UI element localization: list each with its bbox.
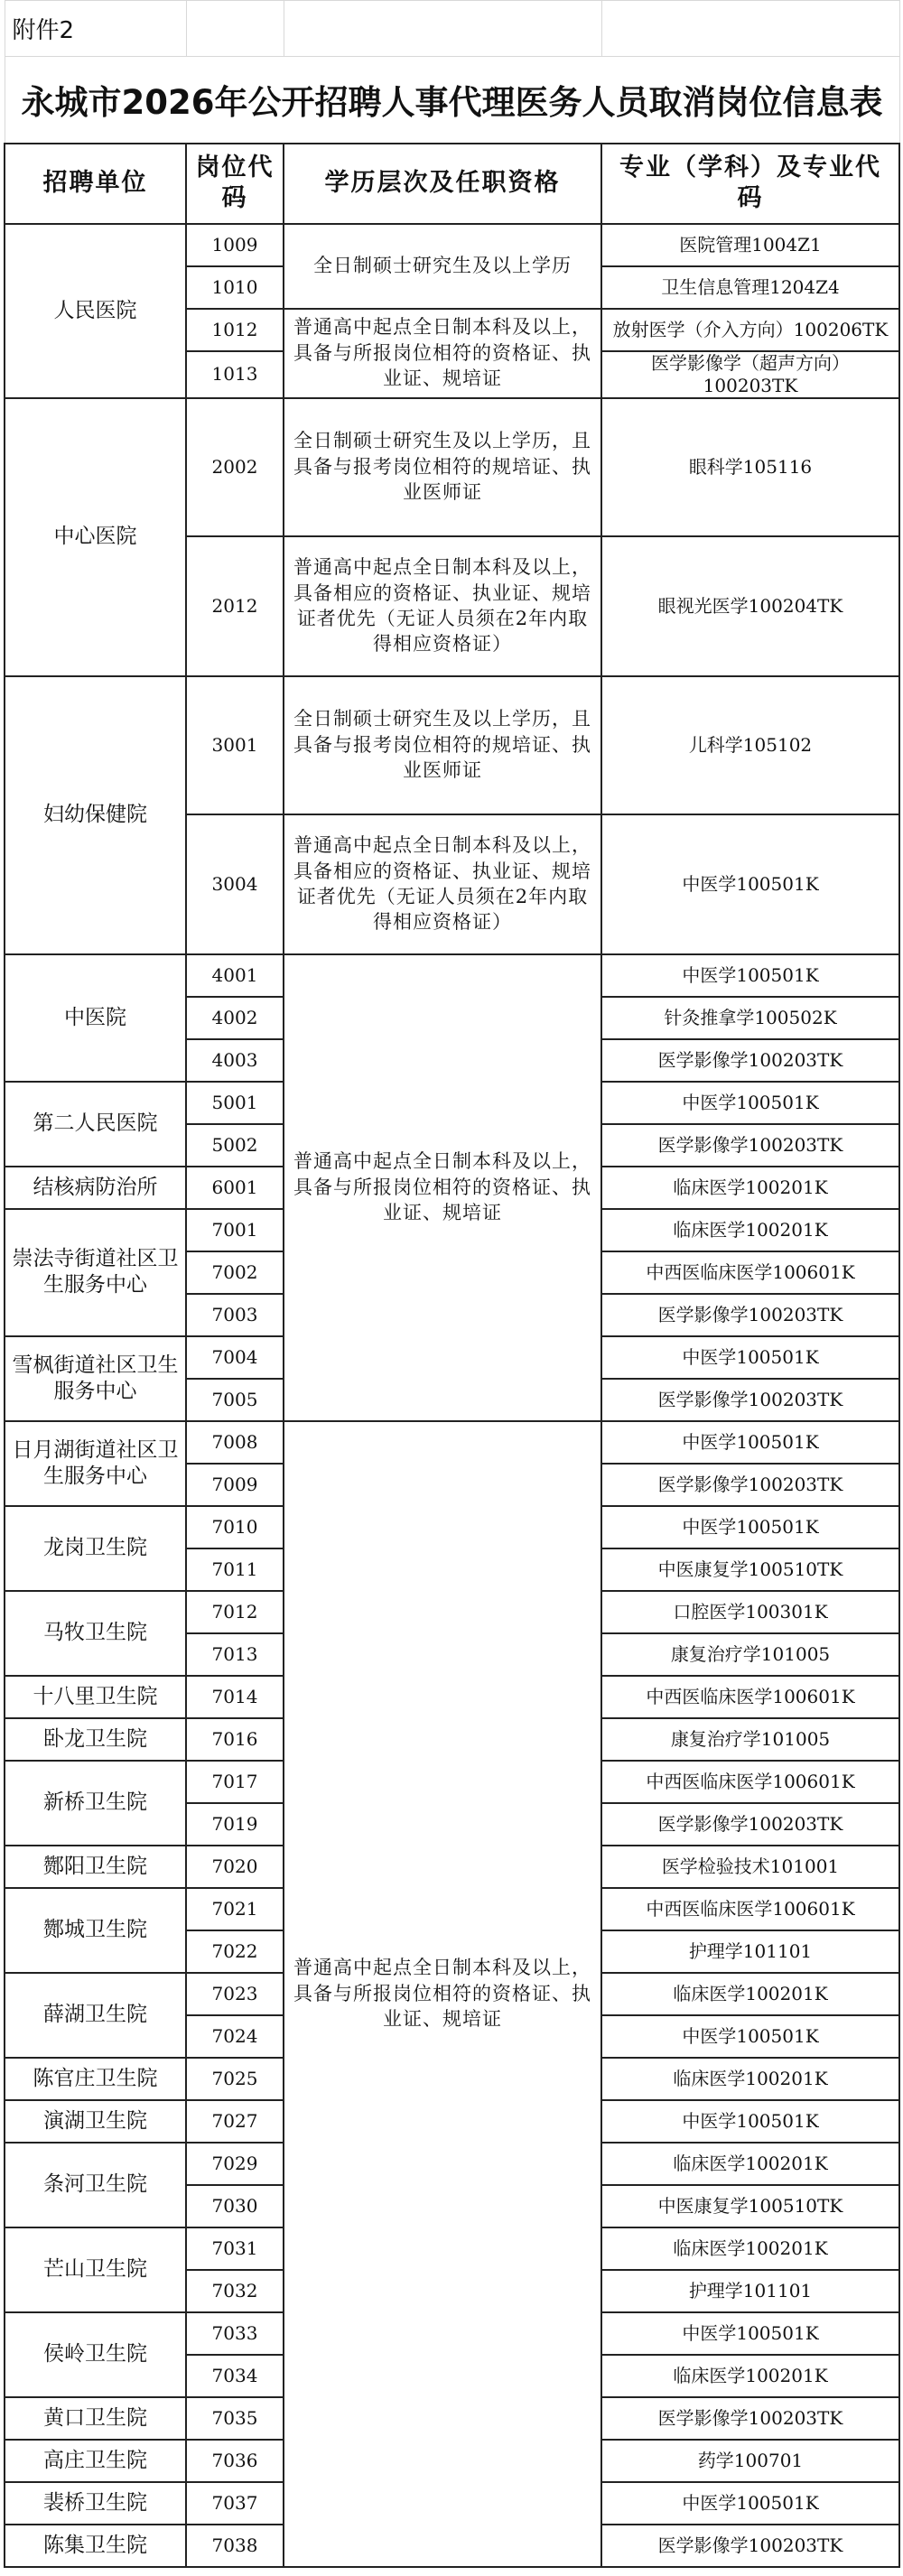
major-cell: 医学影像学100203TK bbox=[601, 1294, 899, 1336]
recruiting-unit-cell: 新桥卫生院 bbox=[5, 1761, 186, 1846]
recruiting-unit-cell: 第二人民医院 bbox=[5, 1082, 186, 1167]
major-cell: 医学影像学（超声方向）100203TK bbox=[601, 351, 899, 398]
position-code-cell: 7008 bbox=[186, 1421, 284, 1464]
position-code-cell: 7035 bbox=[186, 2397, 284, 2440]
position-code-cell: 5001 bbox=[186, 1082, 284, 1124]
table-row bbox=[5, 954, 899, 997]
major-cell: 护理学101101 bbox=[601, 2270, 899, 2312]
recruiting-unit-cell: 雪枫街道社区卫生服务中心 bbox=[5, 1336, 186, 1421]
recruiting-unit-cell: 结核病防治所 bbox=[5, 1167, 186, 1209]
table-row bbox=[5, 1421, 899, 1464]
major-cell: 中医学100501K bbox=[601, 2100, 899, 2143]
major-cell: 临床医学100201K bbox=[601, 2355, 899, 2397]
position-code-cell: 7017 bbox=[186, 1761, 284, 1803]
recruiting-unit-cell: 中心医院 bbox=[5, 398, 186, 676]
requirements-cell: 普通高中起点全日制本科及以上，具备相应的资格证、执业证、规培证者优先（无证人员须在2年内取得相应资格证） bbox=[284, 536, 601, 676]
position-code-cell: 7004 bbox=[186, 1336, 284, 1379]
recruiting-unit-cell: 日月湖街道社区卫生服务中心 bbox=[5, 1421, 186, 1506]
header-code: 岗位代码 bbox=[186, 144, 284, 224]
position-code-cell: 4003 bbox=[186, 1039, 284, 1082]
position-code-cell: 7020 bbox=[186, 1846, 284, 1888]
position-code-cell: 1012 bbox=[186, 309, 284, 351]
major-cell: 临床医学100201K bbox=[601, 1973, 899, 2015]
position-code-cell: 7011 bbox=[186, 1548, 284, 1591]
major-cell: 医学影像学100203TK bbox=[601, 1464, 899, 1506]
major-cell: 中西医临床医学100601K bbox=[601, 1251, 899, 1294]
major-cell: 中西医临床医学100601K bbox=[601, 1888, 899, 1930]
recruiting-unit-cell: 条河卫生院 bbox=[5, 2143, 186, 2227]
major-cell: 中医学100501K bbox=[601, 2015, 899, 2058]
position-code-cell: 2002 bbox=[186, 398, 284, 536]
major-cell: 中医学100501K bbox=[601, 2312, 899, 2355]
major-cell: 医学影像学100203TK bbox=[601, 1039, 899, 1082]
recruiting-unit-cell: 陈官庄卫生院 bbox=[5, 2058, 186, 2100]
requirements-cell: 普通高中起点全日制本科及以上，具备与所报岗位相符的资格证、执业证、规培证 bbox=[284, 1421, 601, 2567]
recruiting-unit-cell: 酂城卫生院 bbox=[5, 1888, 186, 1973]
position-code-cell: 7037 bbox=[186, 2482, 284, 2525]
position-code-cell: 6001 bbox=[186, 1167, 284, 1209]
recruiting-unit-cell: 妇幼保健院 bbox=[5, 676, 186, 954]
position-code-cell: 7032 bbox=[186, 2270, 284, 2312]
header-requirements: 学历层次及任职资格 bbox=[284, 144, 601, 224]
recruiting-unit-cell: 酂阳卫生院 bbox=[5, 1846, 186, 1888]
header-major: 专业（学科）及专业代码 bbox=[601, 144, 899, 224]
table-row bbox=[5, 398, 899, 536]
position-code-cell: 7010 bbox=[186, 1506, 284, 1548]
major-cell: 放射医学（介入方向）100206TK bbox=[601, 309, 899, 351]
position-code-cell: 7025 bbox=[186, 2058, 284, 2100]
annex-label: 附件2 bbox=[5, 1, 186, 57]
recruiting-unit-cell: 演湖卫生院 bbox=[5, 2100, 186, 2143]
major-cell: 临床医学100201K bbox=[601, 2058, 899, 2100]
major-cell: 医学影像学100203TK bbox=[601, 2397, 899, 2440]
recruiting-unit-cell: 人民医院 bbox=[5, 224, 186, 398]
annex-empty-cell bbox=[186, 1, 284, 57]
recruiting-unit-cell: 薛湖卫生院 bbox=[5, 1973, 186, 2058]
recruiting-unit-cell: 侯岭卫生院 bbox=[5, 2312, 186, 2397]
major-cell: 医学影像学100203TK bbox=[601, 1379, 899, 1421]
major-cell: 中医康复学100510TK bbox=[601, 2185, 899, 2227]
major-cell: 口腔医学100301K bbox=[601, 1591, 899, 1633]
position-code-cell: 7014 bbox=[186, 1676, 284, 1718]
requirements-cell: 全日制硕士研究生及以上学历，且具备与报考岗位相符的规培证、执业医师证 bbox=[284, 398, 601, 536]
major-cell: 眼视光医学100204TK bbox=[601, 536, 899, 676]
position-code-cell: 7030 bbox=[186, 2185, 284, 2227]
position-code-cell: 7038 bbox=[186, 2525, 284, 2567]
major-cell: 针灸推拿学100502K bbox=[601, 997, 899, 1039]
major-cell: 中医学100501K bbox=[601, 1336, 899, 1379]
major-cell: 临床医学100201K bbox=[601, 1209, 899, 1251]
position-code-cell: 7029 bbox=[186, 2143, 284, 2185]
requirements-cell: 全日制硕士研究生及以上学历，且具备与报考岗位相符的规培证、执业医师证 bbox=[284, 676, 601, 814]
position-code-cell: 1013 bbox=[186, 351, 284, 398]
recruiting-unit-cell: 卧龙卫生院 bbox=[5, 1718, 186, 1761]
position-code-cell: 7019 bbox=[186, 1803, 284, 1846]
position-code-cell: 5002 bbox=[186, 1124, 284, 1167]
annex-empty-cell bbox=[284, 1, 601, 57]
major-cell: 儿科学105102 bbox=[601, 676, 899, 814]
position-code-cell: 7023 bbox=[186, 1973, 284, 2015]
major-cell: 医院管理1004Z1 bbox=[601, 224, 899, 266]
major-cell: 临床医学100201K bbox=[601, 1167, 899, 1209]
requirements-cell: 普通高中起点全日制本科及以上，具备相应的资格证、执业证、规培证者优先（无证人员须在2年内取得相应资格证） bbox=[284, 814, 601, 954]
major-cell: 中医学100501K bbox=[601, 814, 899, 954]
position-code-cell: 7003 bbox=[186, 1294, 284, 1336]
position-code-cell: 2012 bbox=[186, 536, 284, 676]
major-cell: 眼科学105116 bbox=[601, 398, 899, 536]
major-cell: 中医学100501K bbox=[601, 1421, 899, 1464]
major-cell: 医学影像学100203TK bbox=[601, 2525, 899, 2567]
requirements-cell: 全日制硕士研究生及以上学历 bbox=[284, 224, 601, 309]
position-code-cell: 4001 bbox=[186, 954, 284, 997]
position-code-cell: 7012 bbox=[186, 1591, 284, 1633]
table-row bbox=[5, 224, 899, 266]
position-code-cell: 3004 bbox=[186, 814, 284, 954]
recruiting-unit-cell: 芒山卫生院 bbox=[5, 2227, 186, 2312]
table-row bbox=[5, 676, 899, 814]
positions-table bbox=[4, 0, 900, 2568]
recruiting-unit-cell: 中医院 bbox=[5, 954, 186, 1082]
table-body bbox=[5, 1, 899, 2567]
position-code-cell: 7009 bbox=[186, 1464, 284, 1506]
position-code-cell: 7036 bbox=[186, 2440, 284, 2482]
position-code-cell: 7034 bbox=[186, 2355, 284, 2397]
position-code-cell: 7016 bbox=[186, 1718, 284, 1761]
recruiting-unit-cell: 十八里卫生院 bbox=[5, 1676, 186, 1718]
major-cell: 中西医临床医学100601K bbox=[601, 1761, 899, 1803]
position-code-cell: 7001 bbox=[186, 1209, 284, 1251]
major-cell: 中西医临床医学100601K bbox=[601, 1676, 899, 1718]
major-cell: 中医学100501K bbox=[601, 1506, 899, 1548]
recruiting-unit-cell: 马牧卫生院 bbox=[5, 1591, 186, 1676]
requirements-cell: 普通高中起点全日制本科及以上，具备与所报岗位相符的资格证、执业证、规培证 bbox=[284, 954, 601, 1421]
major-cell: 临床医学100201K bbox=[601, 2227, 899, 2270]
position-code-cell: 7013 bbox=[186, 1633, 284, 1676]
major-cell: 护理学101101 bbox=[601, 1930, 899, 1973]
position-code-cell: 4002 bbox=[186, 997, 284, 1039]
recruiting-unit-cell: 崇法寺街道社区卫生服务中心 bbox=[5, 1209, 186, 1336]
annex-row bbox=[5, 1, 899, 57]
header-unit: 招聘单位 bbox=[5, 144, 186, 224]
position-code-cell: 7002 bbox=[186, 1251, 284, 1294]
recruiting-unit-cell: 裴桥卫生院 bbox=[5, 2482, 186, 2525]
major-cell: 医学影像学100203TK bbox=[601, 1124, 899, 1167]
title-row bbox=[5, 57, 899, 144]
recruiting-unit-cell: 龙岗卫生院 bbox=[5, 1506, 186, 1591]
major-cell: 康复治疗学101005 bbox=[601, 1718, 899, 1761]
position-code-cell: 3001 bbox=[186, 676, 284, 814]
major-cell: 中医学100501K bbox=[601, 2482, 899, 2525]
major-cell: 中医学100501K bbox=[601, 954, 899, 997]
major-cell: 康复治疗学101005 bbox=[601, 1633, 899, 1676]
major-cell: 临床医学100201K bbox=[601, 2143, 899, 2185]
position-code-cell: 1010 bbox=[186, 266, 284, 309]
position-code-cell: 7021 bbox=[186, 1888, 284, 1930]
recruiting-unit-cell: 黄口卫生院 bbox=[5, 2397, 186, 2440]
position-code-cell: 7005 bbox=[186, 1379, 284, 1421]
annex-empty-cell bbox=[601, 1, 899, 57]
major-cell: 医学影像学100203TK bbox=[601, 1803, 899, 1846]
recruiting-unit-cell: 高庄卫生院 bbox=[5, 2440, 186, 2482]
position-code-cell: 7033 bbox=[186, 2312, 284, 2355]
requirements-cell: 普通高中起点全日制本科及以上，具备与所报岗位相符的资格证、执业证、规培证 bbox=[284, 309, 601, 398]
major-cell: 医学检验技术101001 bbox=[601, 1846, 899, 1888]
major-cell: 药学100701 bbox=[601, 2440, 899, 2482]
position-code-cell: 7027 bbox=[186, 2100, 284, 2143]
major-cell: 中医康复学100510TK bbox=[601, 1548, 899, 1591]
recruiting-unit-cell: 陈集卫生院 bbox=[5, 2525, 186, 2567]
position-code-cell: 7031 bbox=[186, 2227, 284, 2270]
position-code-cell: 7024 bbox=[186, 2015, 284, 2058]
major-cell: 卫生信息管理1204Z4 bbox=[601, 266, 899, 309]
position-code-cell: 1009 bbox=[186, 224, 284, 266]
document-title: 永城市2026年公开招聘人事代理医务人员取消岗位信息表 bbox=[5, 57, 899, 144]
major-cell: 中医学100501K bbox=[601, 1082, 899, 1124]
position-code-cell: 7022 bbox=[186, 1930, 284, 1973]
header-row bbox=[5, 144, 899, 224]
